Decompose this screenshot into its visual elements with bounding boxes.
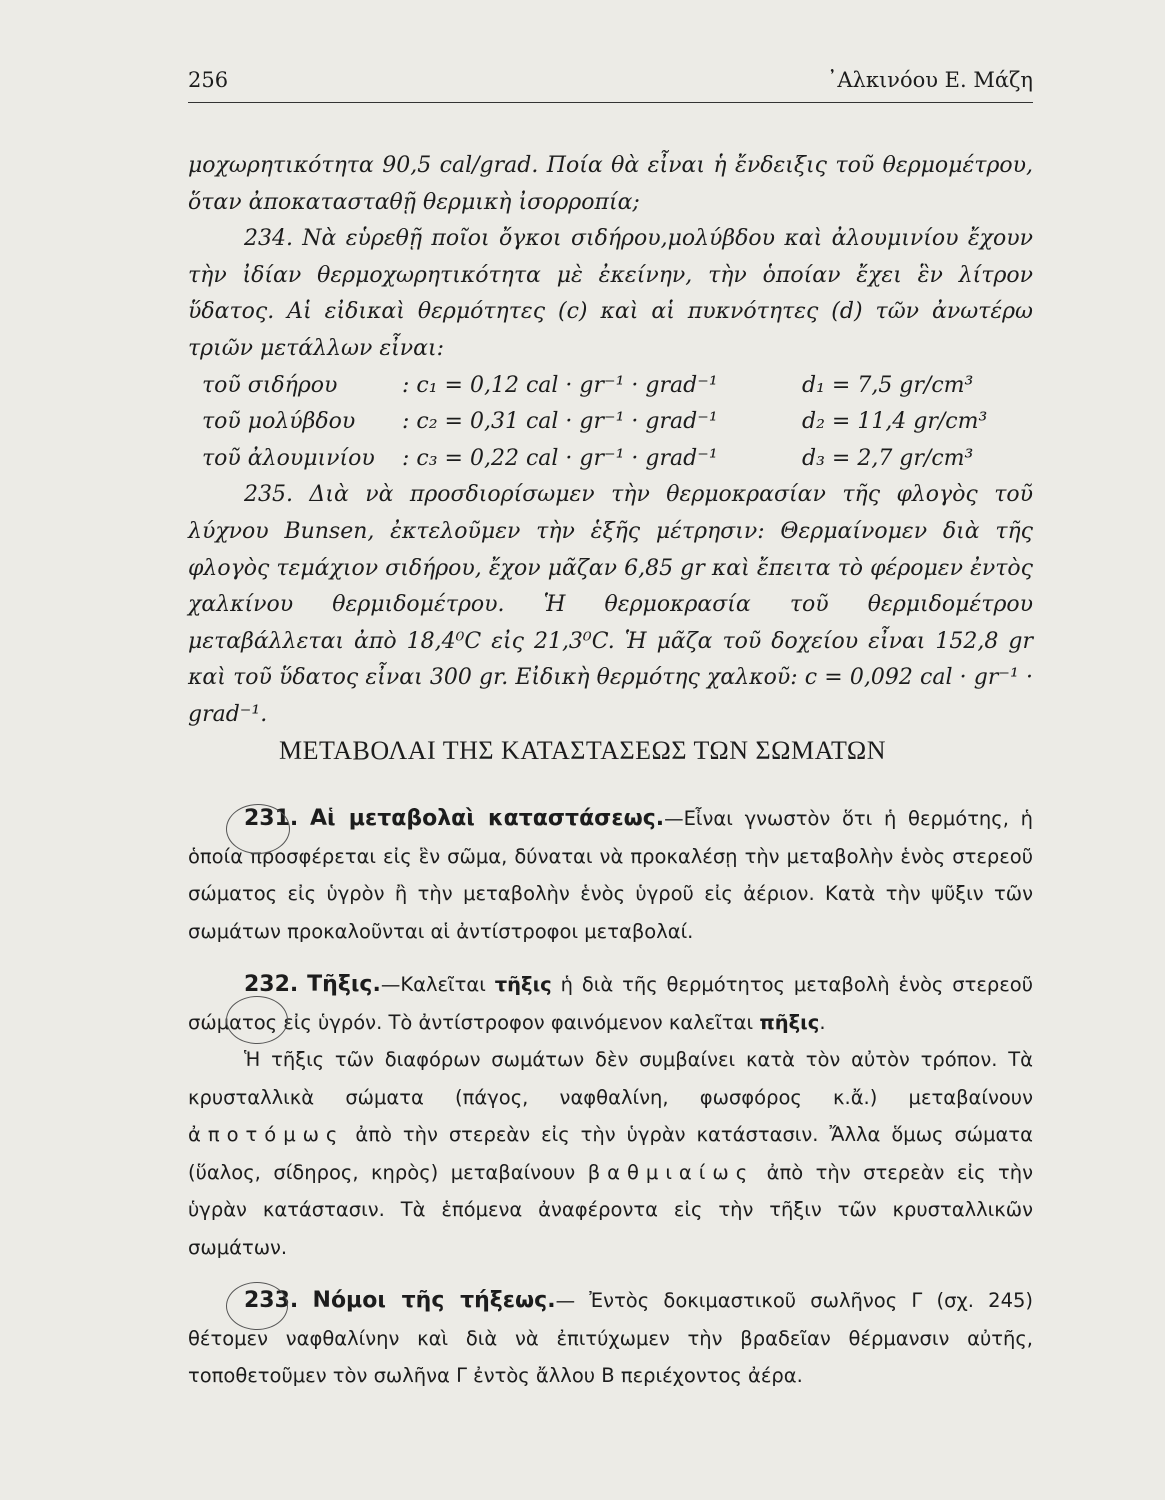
section-232 [188, 966, 1033, 1041]
section-text: . [819, 1010, 826, 1034]
page-header [188, 68, 1033, 103]
handwritten-circle-mark [226, 804, 290, 854]
problem-233-continuation: μοχωρητικότητα 90,5 cal/grad. Ποία θὰ εἶναι ἡ ἔνδειξις τοῦ θερμομέτρου, ὅταν ἀποκατασταθῇ θερμικὴ ἰσορροπία; [188, 153, 1033, 215]
term-freezing: πῆξις [759, 1010, 820, 1034]
section-title: Αἱ μεταβολαὶ καταστάσεως. [310, 806, 665, 831]
specific-heat-value: : c₃ = 0,22 cal · gr⁻¹ · grad⁻¹ [402, 445, 718, 471]
exercise-block [188, 148, 1033, 734]
section-number: 231. [244, 806, 299, 831]
metal-name: τοῦ μολύβδου [202, 409, 356, 435]
density-value: d₁ = 7,5 gr/cm³ [802, 372, 974, 398]
section-title: Τῆξις. [307, 972, 381, 997]
specific-heat-value: : c₂ = 0,31 cal · gr⁻¹ · grad⁻¹ [402, 409, 718, 435]
section-text: —Εἶναι γνωστὸν ὅτι ἡ θερμότης, ἡ ὁποία προσφέρεται εἰς ἓν σῶμα, δύναται νὰ προκαλέσῃ τὴν μεταβολὴν ἑνὸς στερεοῦ σώματος εἰς ὑγρὸν ἢ τὴν μεταβολὴν ἑνὸς ὑγροῦ εἰς ἀέριον. Κατὰ τὴν ψῦξιν τῶν σωμάτων προκαλοῦνται αἱ ἀντίστροφοι μεταβολαί. [188, 807, 1034, 943]
section-text: ἀπὸ τὴν στερεὰν εἰς τὴν ὑγρὰν κατάστασιν. Ἄλλα ὅμως σώματα (ὕαλος, σίδηρος, κηρὸς) μεταβαίνουν [188, 1123, 1033, 1184]
section-text: ἡ διὰ τῆς θερμότητος μεταβολὴ ἑνὸς στερεοῦ σώματος εἰς ὑγρόν. Τὸ ἀντίστροφον φαινόμενον καλεῖται [188, 973, 1034, 1034]
section-title: Νόμοι τῆς τήξεως. [312, 1288, 556, 1313]
section-231 [188, 800, 1033, 950]
section-text: —Καλεῖται [380, 973, 495, 996]
handwritten-circle-mark [226, 996, 288, 1044]
density-value: d₃ = 2,7 gr/cm³ [802, 445, 974, 471]
page-number: 256 [188, 68, 229, 92]
spaced-term-gradually: βαθμιαίως [587, 1160, 755, 1184]
chapter-heading: ΜΕΤΑΒΟΛΑΙ ΤΗΣ ΚΑΤΑΣΤΑΣΕΩΣ ΤΩΝ ΣΩΜΑΤΩΝ [278, 736, 887, 765]
handwritten-circle-mark [226, 1282, 288, 1330]
metal-data-table [188, 368, 1033, 478]
section-text: — Ἐντὸς δοκιμαστικοῦ σωλῆνος Γ (σχ. 245) θέτομεν ναφθαλίνην καὶ διὰ νὰ ἐπιτύχωμεν τὴν βραδεῖαν θέρμανσιν αὐτῆς, τοποθετοῦμεν τὸν σωλῆνα Γ ἐντὸς ἄλλου Β περιέχοντος ἀέρα. [188, 1289, 1033, 1387]
running-head: ᾿Αλκινόου Ε. Μάζη [826, 68, 1033, 92]
problem-234: 234. Νὰ εὑρεθῇ ποῖοι ὄγκοι σιδήρου,μολύβδου καὶ ἀλουμινίου ἔχουν τὴν ἰδίαν θερμοχωρητικότητα μὲ ἐκείνην, τὴν ὁποίαν ἔχει ἓν λίτρον ὕδατος. Αἱ εἰδικαὶ θερμότητες (c) καὶ αἱ πυκνότητες (d) τῶν ἀνωτέρω τριῶν μετάλλων εἶναι: [188, 226, 1033, 361]
problem-235: 235. Διὰ νὰ προσδιορίσωμεν τὴν θερμοκρασίαν τῆς φλογὸς τοῦ λύχνου Bunsen, ἐκτελοῦμεν τὴν ἑξῆς μέτρησιν: Θερμαίνομεν διὰ τῆς φλογὸς τεμάχιον σιδήρου, ἔχον μᾶζαν 6,85 gr καὶ ἔπειτα τὸ φέρομεν ἐντὸς χαλκίνου θερμιδομέτρου. Ἡ θερμοκρασία τοῦ θερμιδομέτρου μεταβάλλεται ἀπὸ 18,4⁰C εἰς 21,3⁰C. Ἡ μᾶζα τοῦ δοχείου εἶναι 152,8 gr καὶ τοῦ ὕδατος εἶναι 300 gr. Εἰδικὴ θερμότης χαλκοῦ: c = 0,092 cal · gr⁻¹ · grad⁻¹. [188, 482, 1033, 727]
specific-heat-value: : c₁ = 0,12 cal · gr⁻¹ · grad⁻¹ [402, 372, 718, 398]
data-row [188, 441, 1033, 478]
section-text: ἀπὸ τὴν στερεὰν εἰς τὴν ὑγρὰν κατάστασιν. Τὰ ἑπόμενα ἀναφέροντα εἰς τὴν τῆξιν τῶν κρυσταλλικῶν σωμάτων. [188, 1160, 1034, 1259]
density-value: d₂ = 11,4 gr/cm³ [802, 409, 988, 435]
metal-name: τοῦ σιδήρου [202, 372, 338, 398]
section-233 [188, 1282, 1033, 1395]
metal-name: τοῦ ἀλουμινίου [202, 445, 375, 471]
term-melting: τῆξις [494, 973, 552, 996]
section-number: 233. [244, 1288, 299, 1313]
section-number: 232. [244, 972, 299, 997]
section-232-paragraph-2 [188, 1041, 1033, 1266]
data-row [188, 404, 1033, 441]
data-row [188, 368, 1033, 405]
main-text [188, 800, 1033, 1395]
spaced-term-abruptly: ἀποτόμως [188, 1123, 345, 1146]
section-text: Ἡ τῆξις τῶν διαφόρων σωμάτων δὲν συμβαίνει κατὰ τὸν αὐτὸν τρόπον. Τὰ κρυσταλλικὰ σώματα (πάγος, ναφθαλίνη, φωσφόρος κ.ἄ.) μεταβαίνουν [188, 1048, 1033, 1109]
